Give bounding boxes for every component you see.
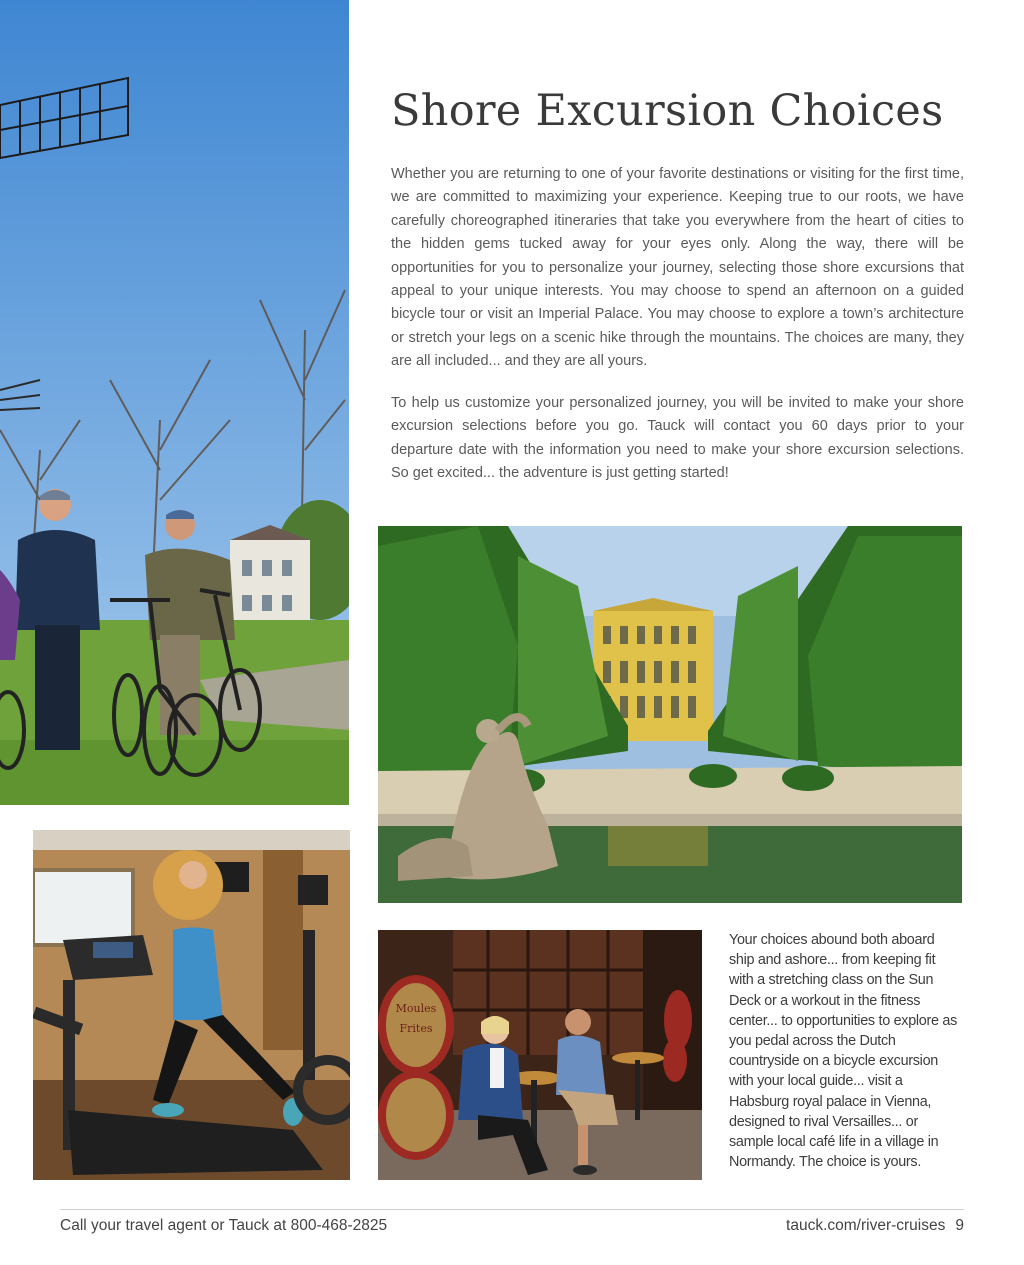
palace-garden-photo (378, 526, 962, 903)
cafe-sign-frites: Frites (399, 1022, 433, 1035)
footer-right (786, 1217, 964, 1235)
footer-website[interactable]: tauck.com/river-cruises (786, 1217, 946, 1234)
cyclists-photo (0, 0, 349, 805)
photo-caption: Your choices abound both aboard ship and ashore... from keeping fit with a stretching class on the Sun Deck or a workout in the fitness center... to opportunities to explore as you pedal across the Dutch countryside on a bicycle excursion with your local guide... visit a Habsburg royal palace in Vienna, designed to rival Versailles... or sample local café life in a village in Normandy. The choice is yours. (729, 932, 957, 1171)
page-title: Shore Excursion Choices (391, 86, 944, 136)
intro-paragraph: Whether you are returning to one of your favorite destinations or visiting for the first time, we are committed to maximizing your experience. Keeping true to our roots, we have carefully choreographed itineraries that take you everywhere from the heart of cities to the hidden gems tucked away for your eyes only. Along the way, there will be opportunities for you to personalize your journey, selecting those shore excursions that appeal to your unique interests. You may choose to spend an afternoon on a guided bicycle tour or visit an Imperial Palace. You may choose to explore a town’s architecture or stretch your legs on a scenic hike through the mountains. The choices are many, they are all included... and they are all yours. (391, 166, 964, 370)
page-number: 9 (955, 1217, 964, 1234)
footer-contact: Call your travel agent or Tauck at 800-468-2825 (60, 1217, 388, 1234)
cafe-sign-moules: Moules (395, 1002, 437, 1015)
fitness-center-photo (33, 830, 350, 1180)
cafe-photo (378, 930, 702, 1180)
footer-divider (60, 1209, 964, 1210)
selection-paragraph: To help us customize your personalized journey, you will be invited to make your shore excursion selections before you go. Tauck will contact you 60 days prior to your departure date with the information you need to make your shore excursion selections. So get excited... the adventure is just getting started! (391, 395, 964, 482)
